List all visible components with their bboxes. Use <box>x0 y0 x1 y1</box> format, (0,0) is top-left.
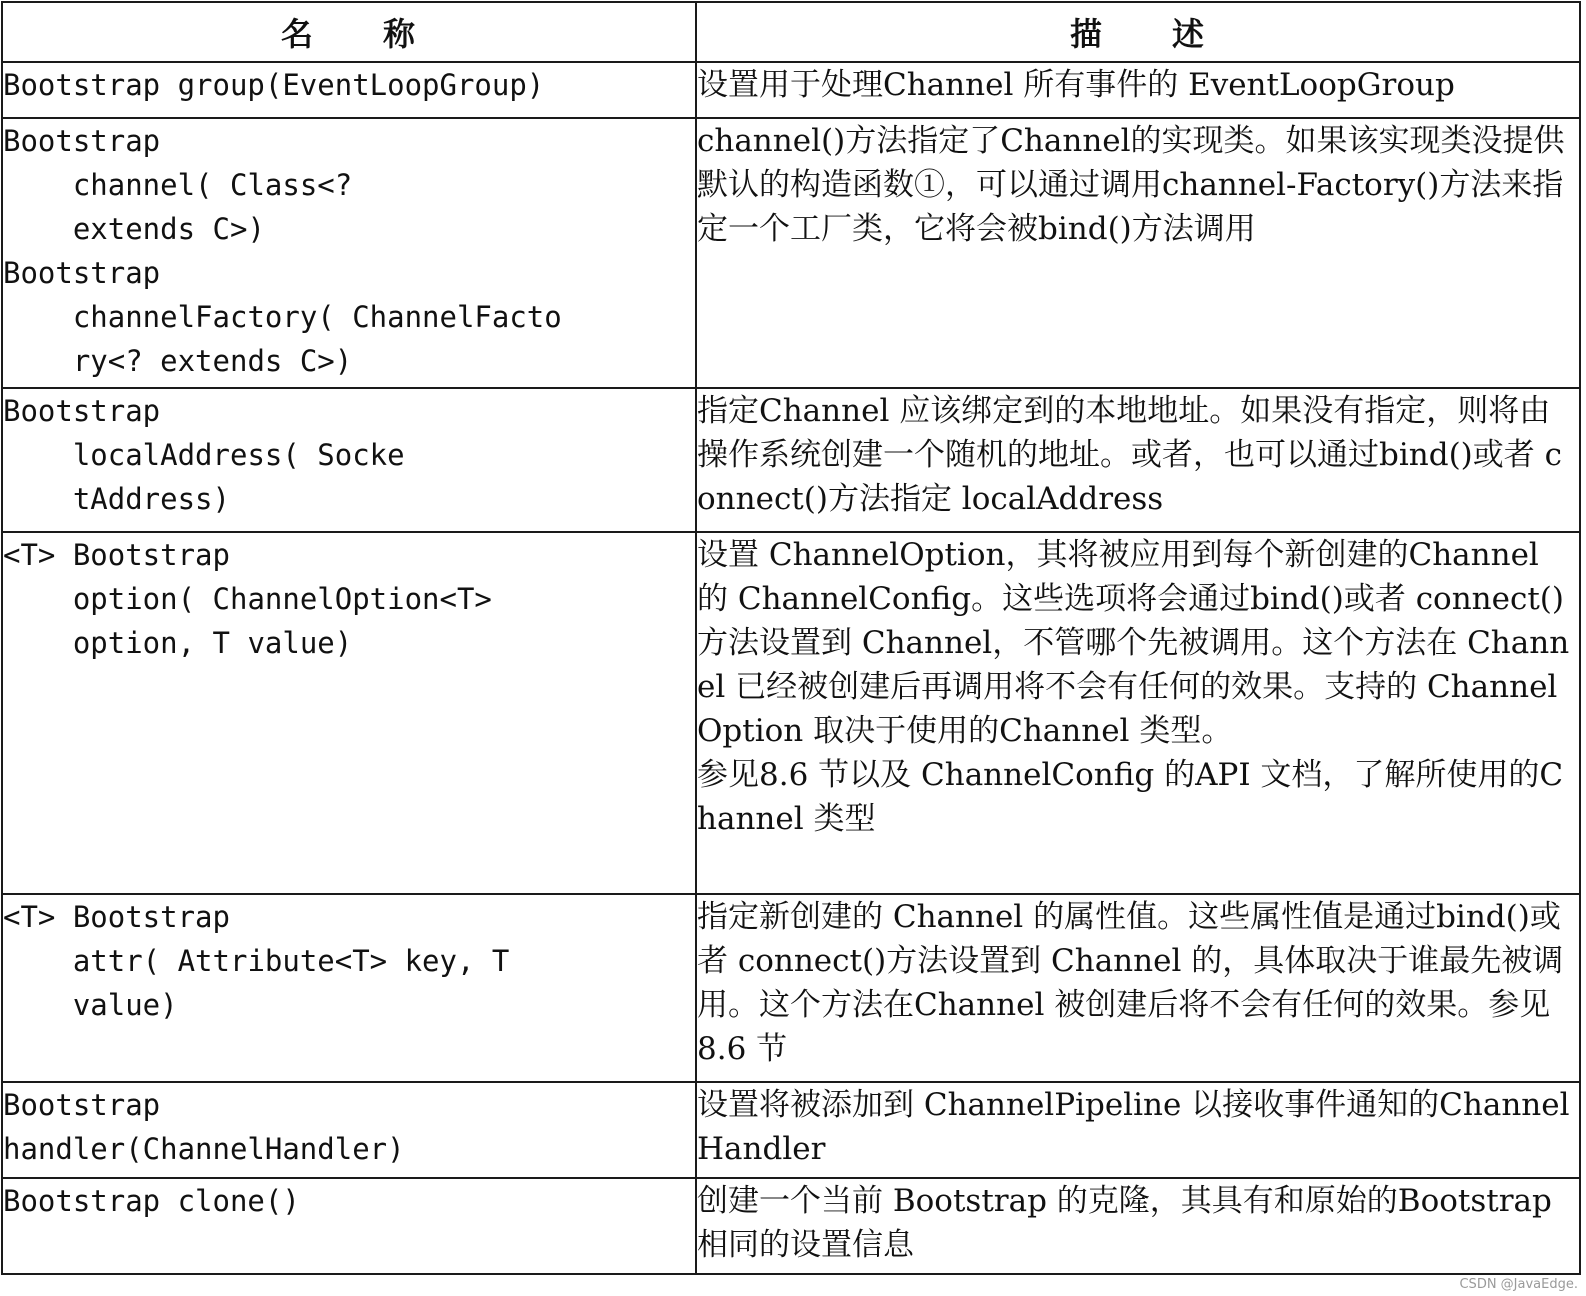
table-row <box>2 388 1580 532</box>
method-signature: Bootstrap handler(ChannelHandler) <box>2 1082 696 1178</box>
method-description: 设置用于处理Channel 所有事件的 EventLoopGroup <box>696 62 1580 118</box>
table-row <box>2 118 1580 388</box>
method-signature: <T> Bootstrap option( ChannelOption<T> option, T value) <box>2 532 696 894</box>
table-row <box>2 1082 1580 1178</box>
table-row <box>2 532 1580 894</box>
method-signature: <T> Bootstrap attr( Attribute<T> key, T value) <box>2 894 696 1082</box>
description-column-header: 描 述 <box>696 2 1580 62</box>
method-description: 指定Channel 应该绑定到的本地地址。如果没有指定，则将由操作系统创建一个随机的地址。或者，也可以通过bind()或者 connect()方法指定 localAddress <box>696 388 1580 532</box>
method-signature: Bootstrap clone() <box>2 1178 696 1274</box>
table-header-row <box>2 2 1580 62</box>
method-description: channel()方法指定了Channel的实现类。如果该实现类没提供默认的构造函数①，可以通过调用channel-Factory()方法来指定一个工厂类，它将会被bind()方法调用 <box>696 118 1580 388</box>
method-description: 指定新创建的 Channel 的属性值。这些属性值是通过bind()或者 connect()方法设置到 Channel 的，具体取决于谁最先被调用。这个方法在Channel 被创建后将不会有任何的效果。参见 8.6 节 <box>696 894 1580 1082</box>
table-row <box>2 894 1580 1082</box>
table-row <box>2 1178 1580 1274</box>
table-row <box>2 62 1580 118</box>
name-column-header: 名 称 <box>2 2 696 62</box>
method-description: 创建一个当前 Bootstrap 的克隆，其具有和原始的Bootstrap 相同的设置信息 <box>696 1178 1580 1274</box>
bootstrap-api-table <box>1 1 1581 1275</box>
method-signature: Bootstrap group(EventLoopGroup) <box>2 62 696 118</box>
method-signature: Bootstrap localAddress( Socke tAddress) <box>2 388 696 532</box>
watermark: CSDN @JavaEdge. <box>1459 1277 1578 1292</box>
method-signature: Bootstrap channel( Class<? extends C>) Bootstrap channelFactory( ChannelFacto ry<? extends C>) <box>2 118 696 388</box>
method-description: 设置将被添加到 ChannelPipeline 以接收事件通知的ChannelHandler <box>696 1082 1580 1178</box>
method-description: 设置 ChannelOption，其将被应用到每个新创建的Channel 的 ChannelConfig。这些选项将会通过bind()或者 connect()方法设置到 Channel，不管哪个先被调用。这个方法在 Channel 已经被创建后再调用将不会有任何的效果。支持的 ChannelOption 取决于使用的Channel 类型。 参见8.6 节以及 ChannelConfig 的API 文档，了解所使用的Channel 类型 <box>696 532 1580 894</box>
